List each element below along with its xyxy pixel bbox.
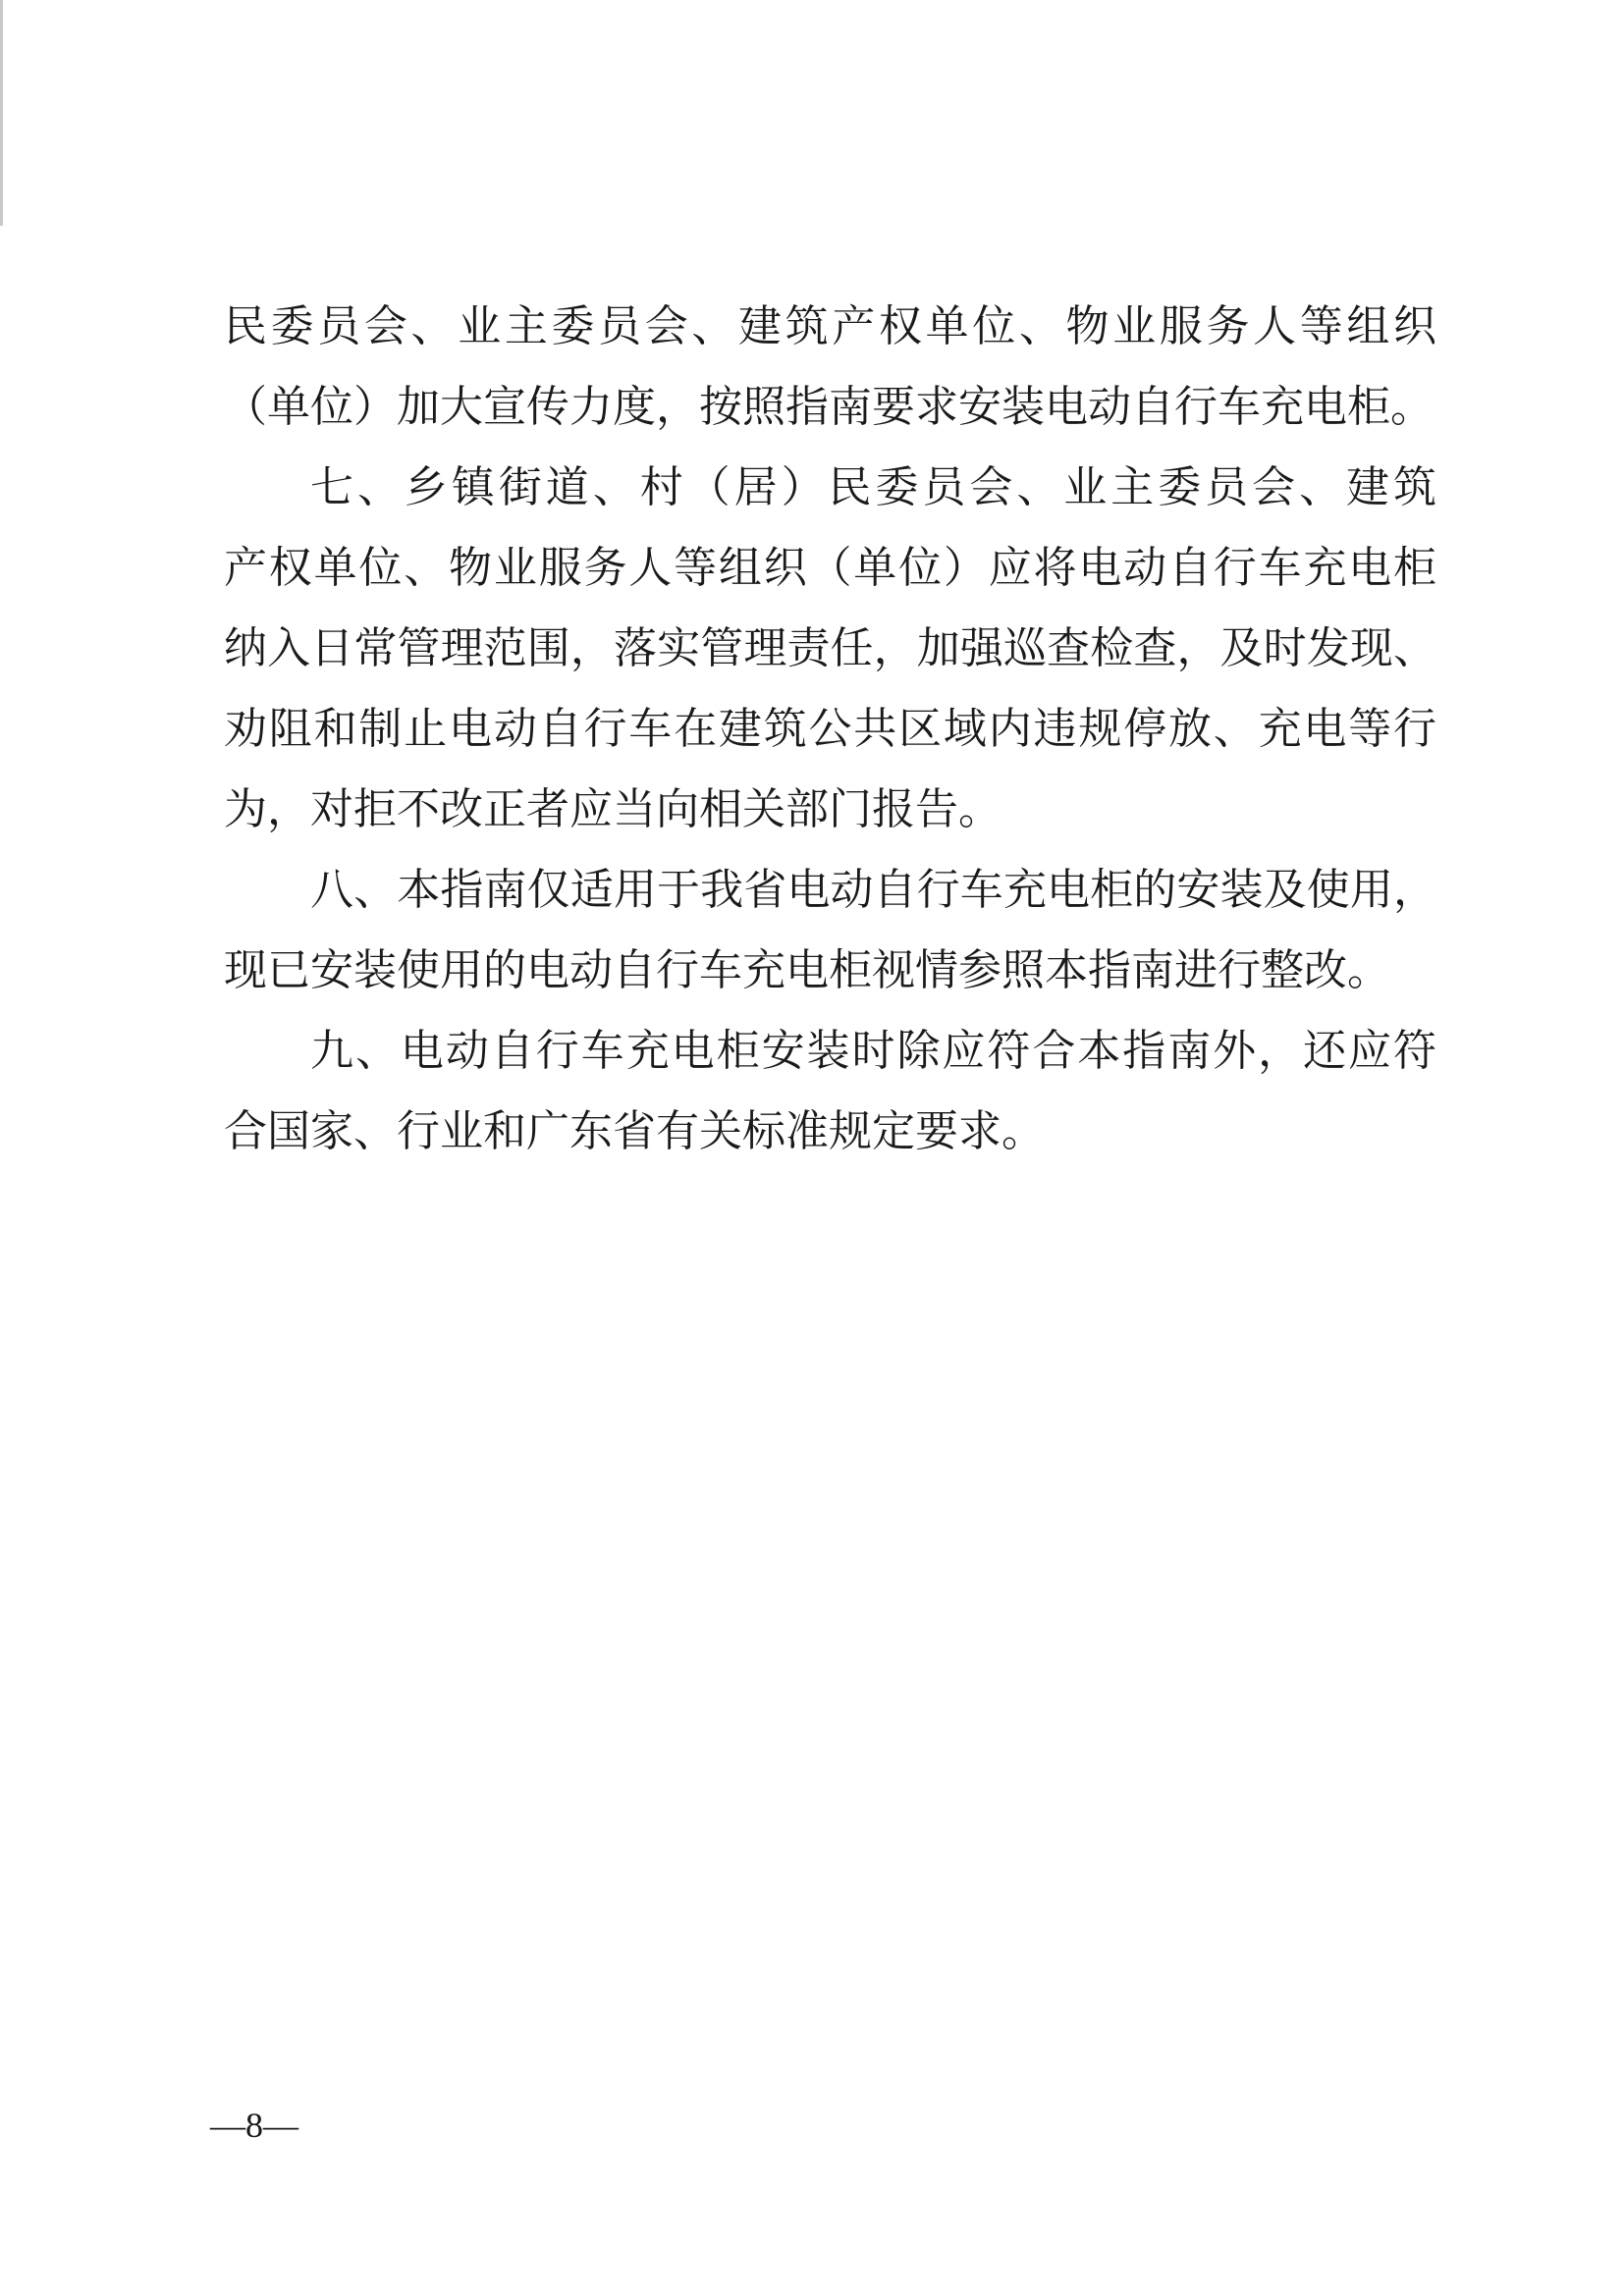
text-line: 八、本指南仅适用于我省电动自行车充电柜的安装及使用， <box>310 865 1436 915</box>
text-line: 民委员会、业主委员会、建筑产权单位、物业服务人等组织 <box>224 301 1436 351</box>
text-line: （单位）加大宣传力度，按照指南要求安装电动自行车充电柜。 <box>224 382 1434 432</box>
paragraph-item-9 <box>224 1011 1436 1172</box>
text-line: 合国家、行业和广东省有关标准规定要求。 <box>224 1106 1045 1156</box>
text-line: 产权单位、物业服务人等组织（单位）应将电动自行车充电柜 <box>224 543 1436 593</box>
document-body <box>224 287 1436 1172</box>
paragraph-item-7 <box>224 448 1436 850</box>
text-line: 现已安装使用的电动自行车充电柜视情参照本指南进行整改。 <box>224 945 1390 995</box>
paragraph-continuation <box>224 287 1436 448</box>
text-line: 劝阻和制止电动自行车在建筑公共区域内违规停放、充电等行 <box>224 704 1436 754</box>
text-line: 七、乡镇街道、村（居）民委员会、业主委员会、建筑 <box>310 462 1436 512</box>
text-line: 九、电动自行车充电柜安装时除应符合本指南外，还应符 <box>310 1026 1436 1076</box>
paragraph-item-8 <box>224 850 1436 1011</box>
text-line: 为，对拒不改正者应当向相关部门报告。 <box>224 784 1001 834</box>
page-number: —8— <box>210 2106 298 2145</box>
scan-edge-shadow <box>0 0 3 226</box>
text-line: 纳入日常管理范围，落实管理责任，加强巡查检查，及时发现、 <box>224 623 1436 673</box>
